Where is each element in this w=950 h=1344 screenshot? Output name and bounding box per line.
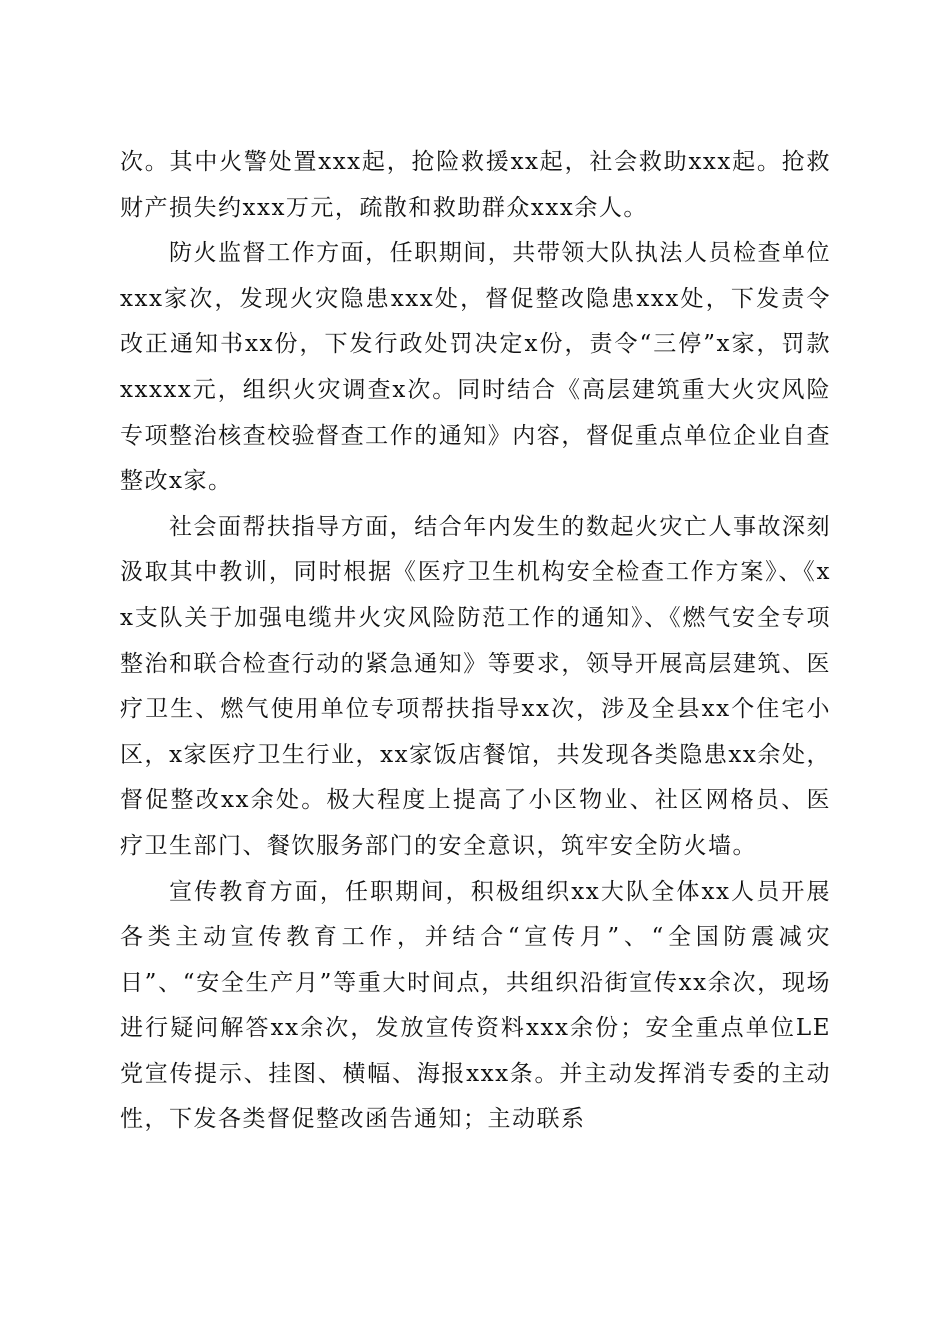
- document-body: [120, 140, 831, 1143]
- paragraph-fire-supervision: 防火监督工作方面，任职期间，共带领大队执法人员检查单位xxx家次，发现火灾隐患xxx处，督促整改隐患xxx处，下发责令改正通知书xx份，下发行政处罚决定x份，责令“三停”x家，罚款xxxxx元，组织火灾调查x次。同时结合《高层建筑重大火灾风险专项整治核查校验督查工作的通知》内容，督促重点单位企业自查整改x家。: [120, 240, 831, 495]
- paragraph-fire-response-summary: 次。其中火警处置xxx起，抢险救援xx起，社会救助xxx起。抢救财产损失约xxx万元，疏散和救助群众xxx余人。: [120, 149, 831, 221]
- paragraph-publicity-education: 宣传教育方面，任职期间，积极组织xx大队全体xx人员开展各类主动宣传教育工作，并结合“宣传月”、“全国防震减灾日”、“安全生产月”等重大时间点，共组织沿街宣传xx余次，现场进行疑问解答xx余次，发放宣传资料xxx余份；安全重点单位LE党宣传提示、挂图、横幅、海报xxx条。并主动发挥消专委的主动性，下发各类督促整改函告通知；主动联系: [120, 878, 831, 1133]
- paragraph-community-guidance: 社会面帮扶指导方面，结合年内发生的数起火灾亡人事故深刻汲取其中教训，同时根据《医疗卫生机构安全检查工作方案》、《xx支队关于加强电缆井火灾风险防范工作的通知》、《燃气安全专项整治和联合检查行动的紧急通知》等要求，领导开展高层建筑、医疗卫生、燃气使用单位专项帮扶指导xx次，涉及全县xx个住宅小区，x家医疗卫生行业，xx家饭店餐馆，共发现各类隐患xx余处，督促整改xx余处。极大程度上提高了小区物业、社区网格员、医疗卫生部门、餐饮服务部门的安全意识，筑牢安全防火墙。: [120, 513, 831, 859]
